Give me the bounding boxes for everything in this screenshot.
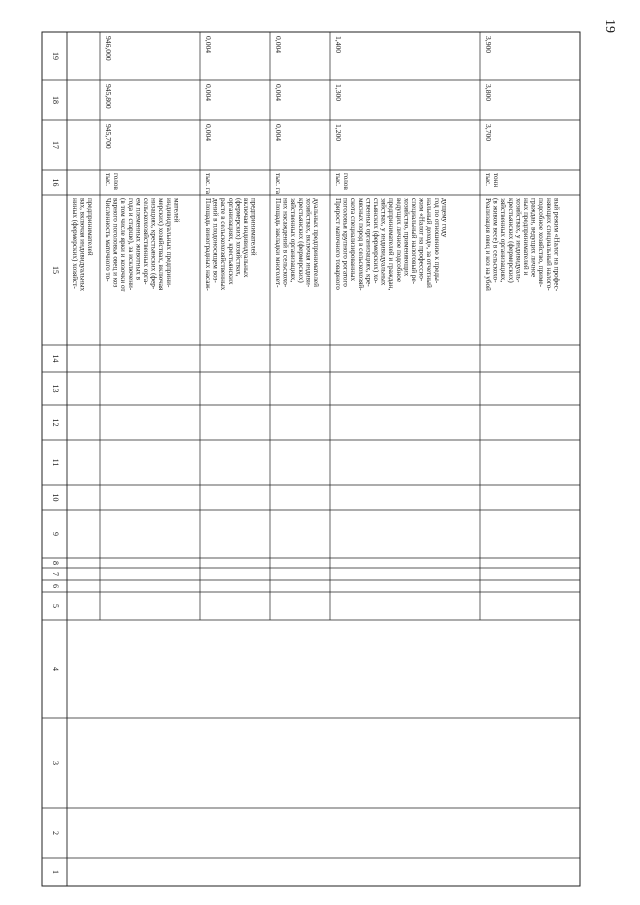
indicator-line: варного поголовья овец и коз [111,198,120,288]
value-v17: 3,700 [484,124,493,142]
indicator-line: ем племенных животных в [134,198,143,281]
indicator-line: индивидуальных предприни- [164,198,173,288]
unit-line: тыс. га [274,173,282,194]
indicator-line: жим «Налог на профессио- [417,198,426,282]
indicator-line: специальный налоговый ре- [410,198,418,285]
indicator-line: мателей [172,198,181,223]
indicator-line: Численность маточного то- [104,198,112,282]
value-v18: 0,004 [204,84,213,102]
column-number: 4 [51,667,61,671]
indicator-line: хозяйство, применяющих [402,198,411,277]
indicator-line: предпринимателей [249,198,258,256]
table-grid [42,32,580,886]
indicator-line: крестьянских (фермерских) [506,198,515,283]
indicator-line: няющих специальный налого- [544,198,553,291]
value-v17: 0,004 [274,124,283,142]
unit-line: тонн [492,173,500,188]
column-number: 8 [51,561,61,565]
column-number: 2 [51,831,61,835]
value-v17: 0,004 [204,124,213,142]
table-row [484,36,560,292]
unit-line: тыс. га [204,173,212,194]
value-v19: 1,400 [334,36,343,54]
indicator-line: год по отношению к преды- [432,198,441,284]
unit-line: голов [342,173,350,190]
indicator-line: (в том числе ярки и козочки от [119,198,128,292]
indicator-line: мясных пород в сельскохозяй- [356,198,365,291]
column-number: 5 [51,604,61,608]
indicator-line: Прирост маточного товарного [334,198,342,290]
indicator-line: ственных организациях, кре- [364,198,373,287]
column-number: 14 [51,354,61,363]
unit-line: голов [112,173,120,190]
indicator-line: граждан, ведущих личное [529,198,538,278]
value-v17: 945,700 [104,124,113,149]
indicator-line: нальный доход», за отчетный [425,198,434,288]
indicator-line: Площадь закладки многолет- [274,198,282,288]
indicator-line: ных предпринимателей и [522,198,530,276]
column-number-header [51,52,60,874]
table-row [104,36,180,293]
indicator-line: дуальных предпринимателей [312,198,320,287]
indicator-line: стьянских (фермерских) хо- [372,198,380,284]
indicator-line: скота специализированных [349,198,358,282]
column-number: 6 [51,584,61,588]
column-number: 13 [51,384,61,393]
column-number: 3 [51,761,61,765]
indicator-line: Площадь виноградных насаж- [204,198,212,291]
indicator-line: вый режим «Налог на профес- [552,198,561,292]
indicator-line: (в живом весе) в сельскохо- [491,198,500,283]
unit-line: тыс. [484,173,492,186]
indicator-line: включая индивидуальных [242,198,250,278]
indicator-line: поголовья крупного рогатого [341,198,350,287]
indicator-line: низациях, крестьянских (фер- [149,198,158,290]
indicator-line: сельскохозяйственных орга- [142,198,150,285]
indicator-line: них насаждений в сельскохо- [281,198,290,288]
indicator-line: крестьянских (фермерских) [296,198,305,283]
column-number: 18 [51,96,61,104]
indicator-line: дущему году [440,198,449,238]
indicator-line: расте в сельскохозяйственных [219,198,228,291]
column-number: 9 [51,532,61,536]
indicator-line: ниных (фермерских) хозяйст- [71,198,79,289]
table-row [71,198,94,292]
indicator-line: ведущих личное подсобное [394,198,403,283]
column-number: 17 [51,141,61,149]
column-number: 1 [51,870,61,874]
indicator-line: вах, включая индивидуальных [78,198,87,292]
table-row [274,36,320,288]
indicator-line: года и старше), за исключени- [126,198,135,291]
unit-line: тыс. [334,173,342,186]
indicator-line: (фермерских) хозяйствах, [234,198,243,277]
table-row [334,36,448,291]
value-v18: 3,800 [484,84,493,102]
column-number: 10 [51,493,61,502]
table-row [204,36,258,291]
indicator-line: предпринимателей [86,198,95,256]
value-v19: 0,004 [204,36,213,54]
indicator-line: хозяйствах, включая индиви- [304,198,313,288]
column-number: 11 [51,458,61,467]
indicator-line: организациях, крестьянских [226,198,235,285]
column-number: 7 [51,572,61,576]
value-v19: 946,000 [104,36,113,61]
indicator-line: Реализация овец и коз на убой [484,198,492,291]
indicator-line: зяйственных организациях, [289,198,298,283]
column-number: 15 [51,266,61,274]
indicator-line: зяйственных организациях, [499,198,508,283]
value-v18: 0,004 [274,84,283,102]
indicator-line: предпринимателей и граждан, [387,198,396,291]
value-v19: 3,900 [484,36,493,54]
value-v18: 1,300 [334,84,343,102]
value-v18: 945,800 [104,84,113,109]
value-v17: 1,200 [334,124,343,142]
indicator-line: мерских) хозяйствах, включая [157,198,166,291]
table-frame [42,32,580,886]
page-number: 19 [602,19,617,33]
unit-line: тыс. [104,173,112,186]
column-number: 12 [51,418,61,427]
table-body [71,36,560,293]
value-v19: 0,004 [274,36,283,54]
indicator-line: подсобное хозяйство, приме- [537,198,546,288]
indicator-line: хозяйствах, у индивидуаль- [514,198,523,283]
column-number: 19 [51,52,61,60]
indicator-line: зяйствах, у индивидуальных [379,198,388,286]
indicator-line: дений в плодоносящем воз- [211,198,220,283]
column-number: 16 [51,178,61,187]
